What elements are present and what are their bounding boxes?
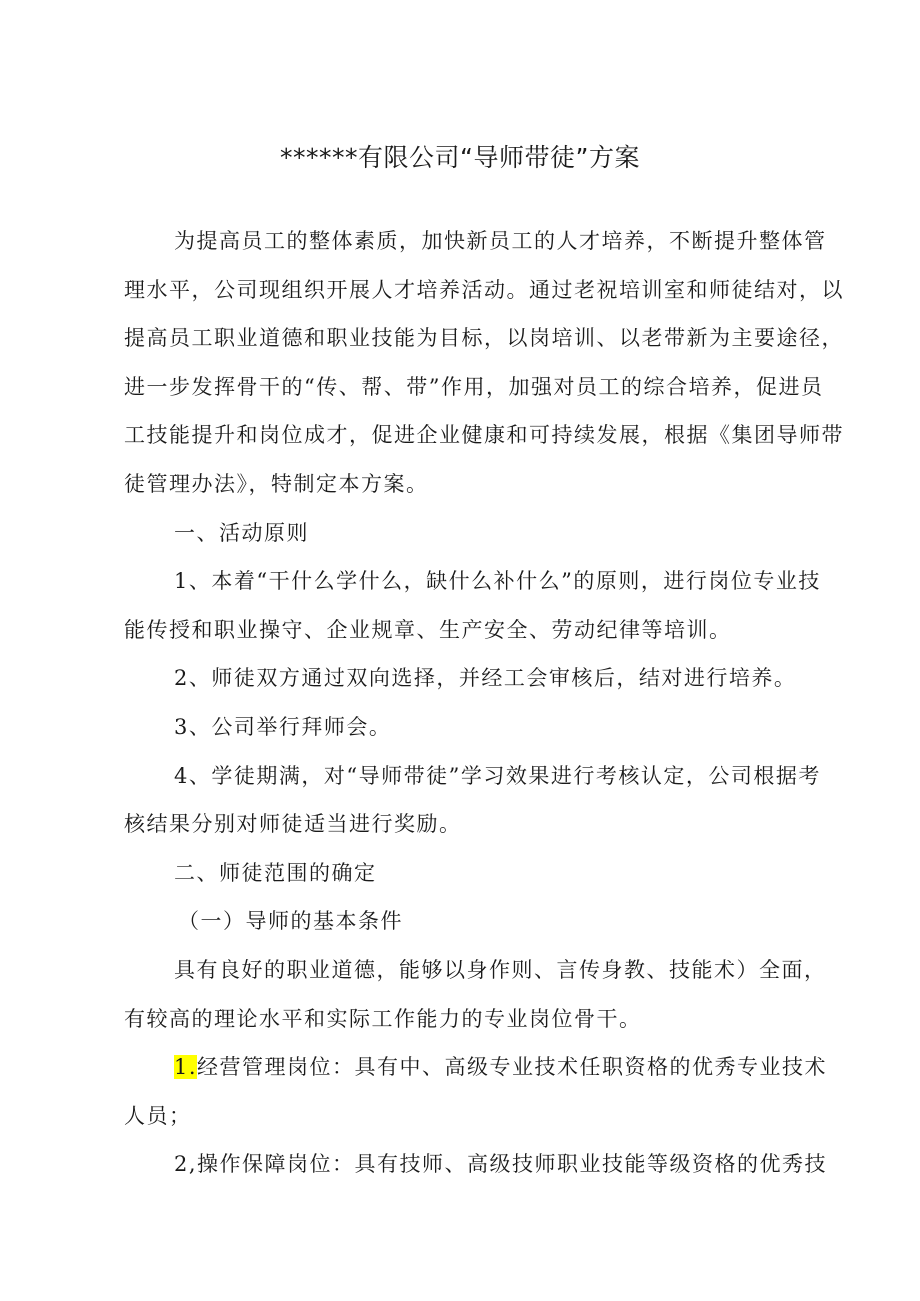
body-line: 能传授和职业操守、企业规章、生产安全、劳动纪律等培训。	[124, 617, 732, 642]
body-line-text: 经营管理岗位：具有中、高级专业技术任职资格的优秀专业技术	[197, 1055, 828, 1080]
highlighted-item-number: 1.	[174, 1055, 198, 1080]
body-line: 4、学徒期满，对“导师带徒”学习效果进行考核认定，公司根据考	[174, 763, 821, 788]
body-line: 人员；	[124, 1103, 192, 1128]
body-line: 具有良好的职业道德，能够以身作则、言传身教、技能术）全面，	[174, 957, 827, 982]
body-line: 工技能提升和岗位成才，促进企业健康和可持续发展，根据《集团导师带	[124, 423, 844, 448]
body-line: 2、师徒双方通过双向选择，并经工会审核后，结对进行培养。	[174, 666, 797, 691]
section-heading: 二、师徒范围的确定	[174, 860, 377, 885]
body-line: 1、本着“干什么学什么，缺什么补什么”的原则，进行岗位专业技	[174, 569, 821, 594]
body-line: 徒管理办法》，特制定本方案。	[124, 471, 429, 496]
document-title: ******有限公司“导师带徒”方案	[280, 143, 640, 172]
subsection-heading: （一）导师的基本条件	[178, 909, 403, 934]
body-line: 2,操作保障岗位：具有技师、高级技师职业技能等级资格的优秀技	[174, 1152, 828, 1177]
section-heading: 一、活动原则	[174, 520, 309, 545]
body-line: 有较高的理论水平和实际工作能力的专业岗位骨干。	[124, 1006, 642, 1031]
body-line: 提高员工职业道德和职业技能为目标，以岗培训、以老带新为主要途径，	[124, 326, 844, 351]
body-line: 进一步发挥骨干的“传、帮、带”作用，加强对员工的综合培养，促进员	[124, 374, 824, 399]
body-line	[124, 1043, 828, 1092]
body-line: 核结果分别对师徒适当进行奖励。	[124, 812, 462, 837]
body-line: 理水平，公司现组织开展人才培养活动。通过老祝培训室和师徒结对，以	[124, 277, 844, 302]
document-body	[124, 217, 844, 1189]
body-line: 为提高员工的整体素质，加快新员工的人才培养，不断提升整体管	[174, 229, 827, 253]
body-line: 3、公司举行拜师会。	[174, 714, 392, 739]
